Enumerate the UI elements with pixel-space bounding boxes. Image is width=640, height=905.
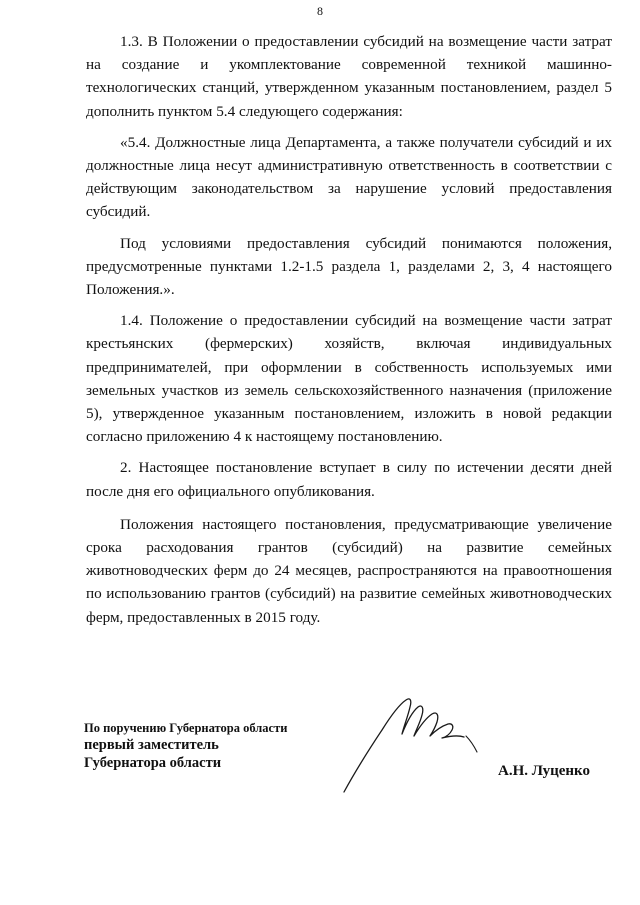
signer-title-line-1: По поручению Губернатора области bbox=[84, 721, 288, 735]
paragraph-grants: Положения настоящего постановления, предусматривающие увеличение срока расходования грантов (субсидий) на развитие семейных животноводческих ферм до 24 месяцев, распространяются на правоотношения по использованию грантов (субсидий) на развитие семейных животноводческих ферм, предоставленных в 2015 году. bbox=[86, 515, 612, 626]
signer-title-line-2: первый заместитель bbox=[84, 737, 219, 753]
signer-name: А.Н. Луценко bbox=[498, 763, 590, 779]
document-body bbox=[86, 30, 612, 629]
handwritten-signature bbox=[342, 680, 492, 800]
paragraph-1-3: 1.3. В Положении о предоставлении субсидий на возмещение части затрат на создание и укомплектование современной техникой машинно-технологических станций, утвержденном указанным постановлением, раздел 5 дополнить пунктом 5.4 следующего содержания: bbox=[86, 33, 612, 120]
paragraph-1-4: 1.4. Положение о предоставлении субсидий на возмещение части затрат крестьянских (фермерских) хозяйств, включая индивидуальных предпринимателей, при оформлении в собственность используемых ими земельных участков из земель сельскохозяйственного назначения (приложение 5), утвержденное указанным постановлением, изложить в новой редакции согласно приложению 4 к настоящему постановлению. bbox=[86, 312, 612, 446]
signature-block bbox=[84, 720, 604, 820]
paragraph-2: 2. Настоящее постановление вступает в силу по истечении десяти дней после дня его официального опубликования. bbox=[86, 459, 612, 500]
page-number: 8 bbox=[317, 4, 323, 18]
signer-title bbox=[84, 720, 287, 772]
paragraph-conditions: Под условиями предоставления субсидий понимаются положения, предусмотренные пунктами 1.2-1.5 раздела 1, разделами 2, 3, 4 настоящего Положения.». bbox=[86, 234, 612, 299]
signer-title-line-3: Губернатора области bbox=[84, 755, 222, 771]
paragraph-5-4: «5.4. Должностные лица Департамента, а также получатели субсидий и их должностные лица несут административную ответственность в соответствии с действующим законодательством за нарушение условий предоставления субсидий. bbox=[86, 133, 612, 221]
